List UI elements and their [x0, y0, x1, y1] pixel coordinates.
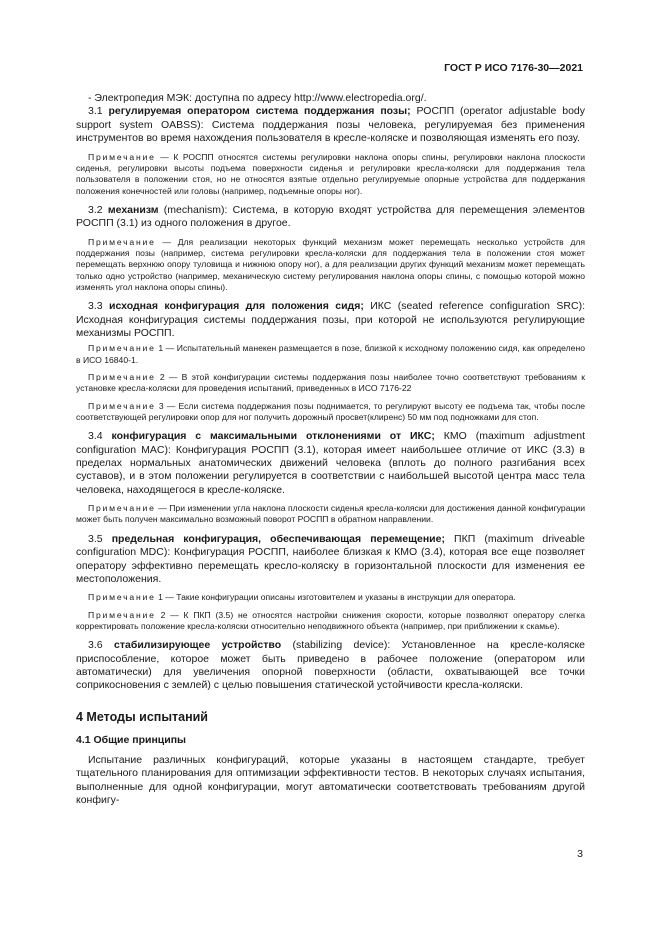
term-name: предельная конфигурация, обеспечивающая перемещение; [111, 532, 445, 545]
page-number: 3 [577, 848, 583, 860]
note-number: 1 [158, 343, 164, 354]
note-label: Примечание [88, 503, 156, 514]
note-text: — К ПКП (3.5) не относятся настройки снижения скорости, которые позволяют оператору слегка корректировать положение кресла-коляски относительно неподвижного объекта (например, при приближении к скамье). [76, 609, 586, 631]
subsection-heading: 4.1 Общие принципы [76, 733, 187, 746]
note-label: Примечание [88, 400, 156, 411]
document-body [76, 92, 585, 808]
term-name: регулируемая оператором система поддержания позы; [108, 105, 411, 118]
document-id-header: ГОСТ Р ИСО 7176-30—2021 [444, 62, 583, 74]
note-text: — Для реализации некоторых функций механизм может перемещать несколько устройств для поддержания позы (например, система регулировки кресла-коляски для поддержания тела в положении стоя может перемещать верхнюю опору туловища и нижнюю опору ног), а для реализации других функций механизм может перемещать только одно устройство (например, механическую систему регулирования наклона опоры спины, с помощью которой можно изменять угол наклона опоры спины). [76, 236, 585, 292]
note-label: Примечание [88, 236, 156, 247]
note-3-5-2 [76, 610, 585, 633]
term-3-3 [76, 300, 585, 340]
term-definition: ПКП (maximum driveable configuration MDC): Конфигурация РОСПП, наиболее близкая к КМО (3.4), которая все еще позволяет оператору эффективно перемещать кресло-коляску в горизонтальной плоскости для изменения ее местоположения. [76, 532, 586, 585]
term-number: 3.5 [88, 532, 103, 545]
term-3-5 [76, 533, 585, 587]
note-label: Примечание [88, 343, 156, 354]
general-principles-text: Испытание различных конфигураций, которые указаны в настоящем стандарте, требует тщательного планирования для оптимизации эффективности тестов. В некоторых случаях испытания, выполненные для одной конфигурации, могут автоматически соответствовать требованиям другой конфигу- [76, 753, 585, 807]
term-number: 3.2 [88, 203, 103, 216]
note-3-3-1 [76, 343, 585, 366]
term-name: механизм [107, 203, 159, 216]
term-3-4 [76, 430, 585, 497]
term-3-2 [76, 204, 585, 231]
term-name: стабилизирующее устройство [114, 639, 282, 652]
term-definition: (stabilizing device): Установленное на кресле-коляске приспособление, которое может быть приведено в рабочее положение (оператором или автоматически) для увеличения опорной поверхности (области, охватывающей все точки соприкосновения с землей) с целью повышения статической устойчивости кресла-коляски. [76, 639, 586, 692]
section-heading: 4 Методы испытаний [76, 709, 208, 724]
note-text: — К РОСПП относятся системы регулировки наклона опоры спины, регулировки наклона плоскости сиденья, регулировки высоты подъема поверхности сиденья и регулировки кресла-коляски для поддержания тела пользователя в положении стоя, но не относятся взятые отдельно регулируемые опорные устройства для поддержания положения конечностей или головы (например, подъемные опоры ног). [76, 151, 585, 196]
note-text: — Если система поддержания позы поднимается, то регулируют высоту ее подъема так, чтобы после соответствующей регулировки опор для ног получить дорожный просвет(клиренс) 50 мм под подножками для стоп. [76, 400, 585, 422]
note-3-3-2 [76, 372, 585, 395]
note-number: 2 [160, 609, 166, 620]
term-3-1 [76, 105, 585, 145]
term-definition: КМО (maximum adjustment configuration MAC): Конфигурация РОСПП (3.1), которая имеет наибольшее отличие от ИКС (3.3) в пределах нормальных анатомических движений человека (вплоть до полного разгибания всех суставов), и в этом положении регулируется в соответствии с наибольшей высотой центра масс тела человека, находящегося в кресле-коляске. [76, 430, 585, 496]
note-3-1 [76, 152, 585, 197]
note-text: — Такие конфигурации описаны изготовителем и указаны в инструкции для оператора. [162, 592, 516, 603]
note-3-2 [76, 237, 585, 293]
term-number: 3.3 [88, 300, 103, 313]
note-label: Примечание [88, 609, 156, 620]
term-definition: ИКС (seated reference configuration SRC): Исходная конфигурация системы поддержания позы, при которой не используются регулирующие механизмы РОСПП. [76, 300, 585, 339]
note-label: Примечание [88, 592, 156, 603]
note-number: 2 [159, 371, 165, 382]
term-number: 3.4 [88, 430, 103, 443]
note-3-4 [76, 503, 585, 526]
electropedia-reference: - Электропедия МЭК: доступна по адресу http://www.electropedia.org/. [88, 92, 427, 104]
note-text: — При изменении угла наклона плоскости сиденья кресла-коляски для достижения данной конфигурации может быть получен максимально возможный поворот РОСПП в обратном направлении. [76, 503, 585, 525]
note-text: — Испытательный манекен размещается в позе, близкой к исходному положению сидя, как определено в ИСО 16840-1. [76, 343, 585, 365]
term-number: 3.6 [88, 639, 103, 652]
note-label: Примечание [88, 151, 156, 162]
note-number: 3 [158, 400, 164, 411]
term-3-6 [76, 639, 585, 693]
term-name: исходная конфигурация для положения сидя; [109, 300, 364, 313]
note-label: Примечание [88, 371, 156, 382]
term-definition: (mechanism): Система, в которую входят устройства для перемещения элементов РОСПП (3.1) из одного положения в другое. [76, 203, 585, 230]
term-number: 3.1 [88, 105, 103, 118]
note-text: — В этой конфигурации системы поддержания позы наиболее точно соответствуют требованиям к установке кресла-коляски для проведения испытаний, приведенных в ИСО 7176-22 [76, 371, 585, 394]
note-3-5-1 [76, 592, 585, 603]
term-name: конфигурация с максимальными отклонениями от ИКС; [111, 430, 435, 443]
note-number: 1 [158, 592, 163, 603]
term-definition: РОСПП (operator adjustable body support system OABSS): Система поддержания позы человека, регулируемая без применения инструментов во время нахождения пользователя в кресле-коляске и позволяющая изменять его позу. [76, 105, 586, 145]
note-3-3-3 [76, 401, 585, 424]
